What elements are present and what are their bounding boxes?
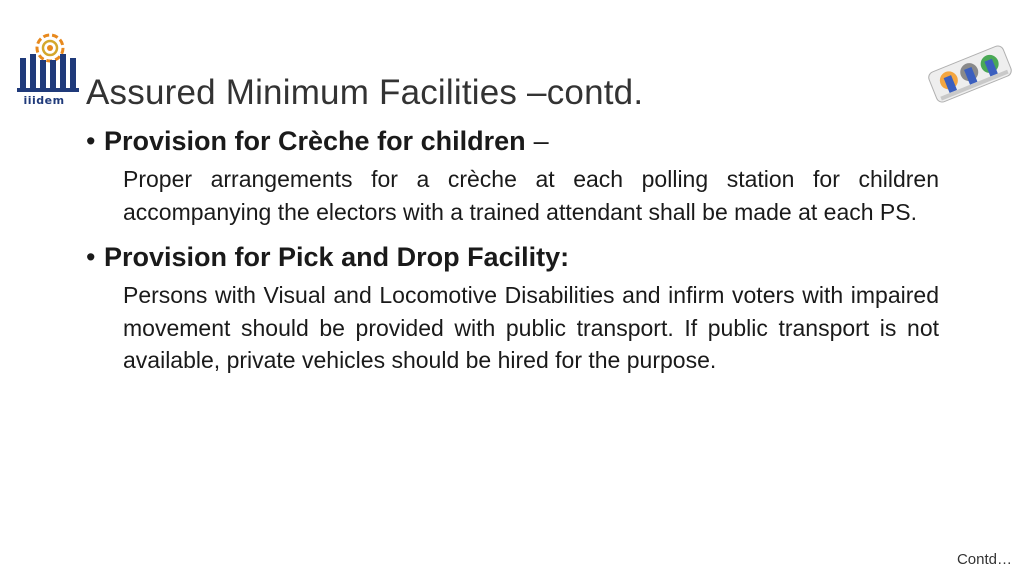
bullet-heading-row — [86, 238, 942, 276]
bullet-list — [86, 122, 942, 387]
bullet-item-pick-drop — [86, 238, 942, 377]
bullet-heading-row — [86, 122, 942, 160]
election-commission-logo-icon — [918, 36, 1022, 112]
bullet-heading: Provision for Pick and Drop Facility: — [104, 242, 570, 272]
footer-contd: Contd… — [956, 551, 1012, 568]
bullet-icon: • — [86, 242, 96, 272]
iiidem-logo-text: iiidem — [23, 94, 65, 107]
iiidem-emblem-icon — [14, 30, 80, 94]
iiidem-logo — [14, 30, 80, 110]
bullet-icon: • — [86, 126, 96, 156]
bullet-body: Proper arrangements for a crèche at each polling station for children accompanying the electors with a trained attendant shall be made at each PS. — [123, 166, 939, 225]
page-title: Assured Minimum Facilities –contd. — [86, 73, 644, 113]
bullet-item-creche — [86, 122, 942, 228]
bullet-body: Persons with Visual and Locomotive Disabilities and infirm voters with impaired movement should be provided with public transport. If public transport is not available, private vehicles should be hired for the purpose. — [123, 282, 939, 373]
bullet-heading-suffix: – — [533, 126, 549, 156]
election-commission-logo — [918, 36, 1022, 112]
bullet-heading: Provision for Crèche for children — [104, 126, 526, 156]
